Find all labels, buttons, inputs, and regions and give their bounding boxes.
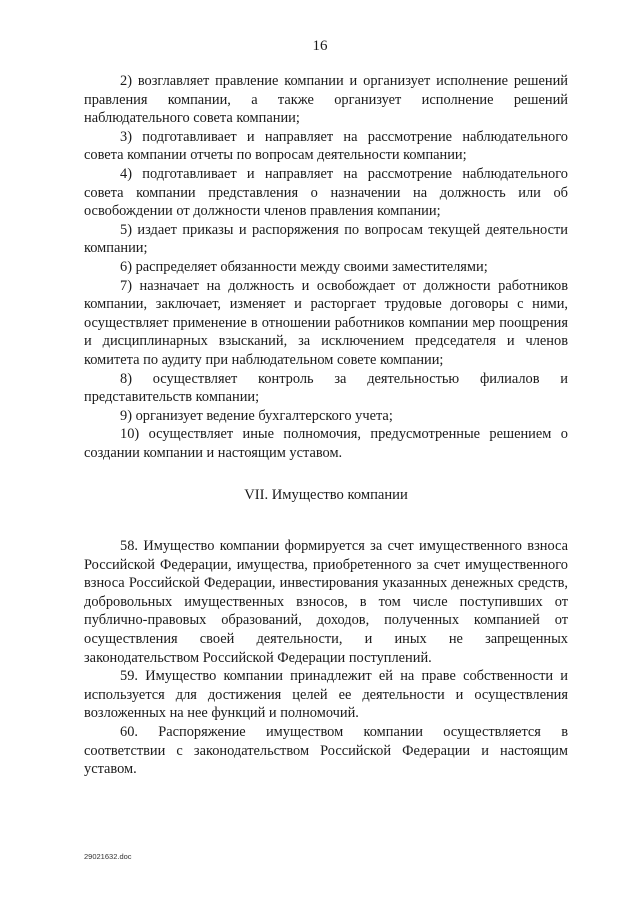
section-title: VII. Имущество компании <box>244 487 408 504</box>
list-item: 5) издает приказы и распоряжения по вопросам текущей деятельности компании; <box>84 221 568 257</box>
article-paragraph: 59. Имущество компании принадлежит ей на праве собственности и используется для достижения целей ее деятельности и осуществления возложенных на нее функций и полномочий. <box>84 668 568 722</box>
article-paragraph: 60. Распоряжение имуществом компании осуществляется в соответствии с законодательством Российской Федерации и настоящим уставом. <box>84 724 568 778</box>
file-name-footer: 29021632.doc <box>84 852 132 861</box>
list-item: 8) осуществляет контроль за деятельностью филиалов и представительств компании; <box>84 370 568 406</box>
list-item: 6) распределяет обязанности между своими заместителями; <box>120 258 488 275</box>
document-body <box>84 72 568 779</box>
list-item: 7) назначает на должность и освобождает от должности работников компании, заключает, изменяет и расторгает трудовые договоры с ними, осуществляет применение в отношении работников компании мер поощрения и дисциплинарных взысканий, за исключением председателя и членов комитета по аудиту при наблюдательном совете компании; <box>84 277 568 368</box>
page-number: 16 <box>312 38 328 54</box>
list-item: 9) организует ведение бухгалтерского учета; <box>120 407 393 424</box>
list-item: 10) осуществляет иные полномочия, предусмотренные решением о создании компании и настоящим уставом. <box>84 426 568 461</box>
article-paragraph: 58. Имущество компании формируется за счет имущественного взноса Российской Федерации, имущества, приобретенного за счет имущественного взноса Российской Федерации, инвестирования указанных денежных средств, добровольных имущественных взносов, в том числе поступивших от публично-правовых образований, доходов, полученных компанией от осуществления своей деятельности, и иных не запрещенных законодательством Российской Федерации поступлений. <box>84 538 568 666</box>
list-item: 3) подготавливает и направляет на рассмотрение наблюдательного совета компании отчеты по вопросам деятельности компании; <box>84 128 568 164</box>
list-item: 4) подготавливает и направляет на рассмотрение наблюдательного совета компании представления о назначении на должность или об освобождении от должности членов правления компании; <box>84 165 568 220</box>
list-item: 2) возглавляет правление компании и организует исполнение решений правления компании, а также организует исполнение решений наблюдательного совета компании; <box>84 73 568 127</box>
